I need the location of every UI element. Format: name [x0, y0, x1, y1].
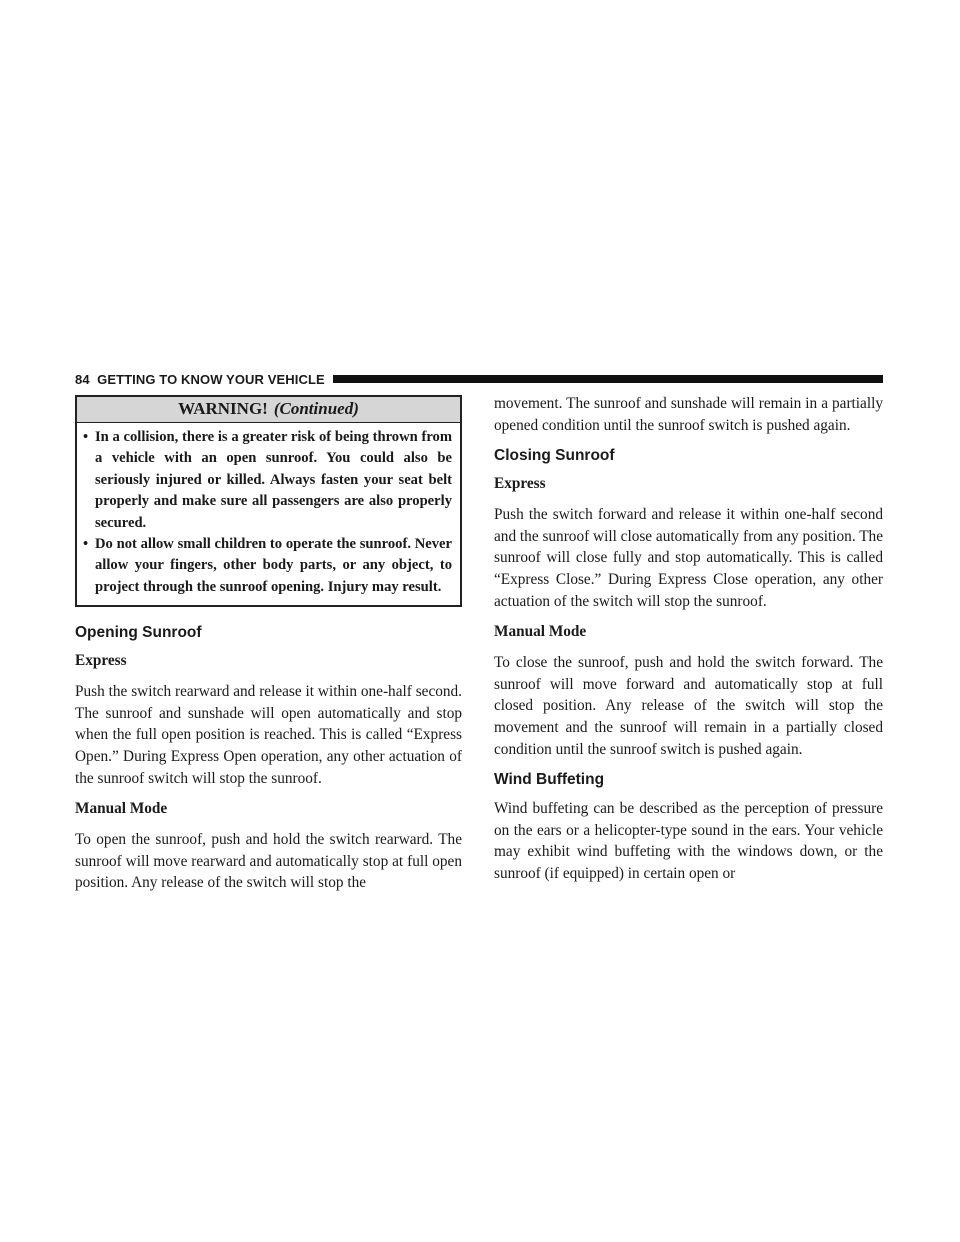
- opening-manual-heading: Manual Mode: [75, 800, 168, 818]
- section-title: GETTING TO KNOW YOUR VEHICLE: [97, 371, 325, 387]
- opening-sunroof-heading: Opening Sunroof: [75, 624, 202, 642]
- page-header-label: [75, 372, 325, 387]
- warning-label: WARNING!: [178, 399, 268, 418]
- page-header: [75, 371, 883, 387]
- warning-title: [77, 397, 460, 423]
- warning-bullet: [83, 427, 452, 534]
- warning-bullet-text: In a collision, there is a greater risk of being thrown from a vehicle with an open sunroof. You could also be seriously injured or killed. Always fasten your seat belt properly and make sure all passengers are also properly secured.: [95, 429, 452, 531]
- wind-buffeting-text: Wind buffeting can be described as the perception of pressure on the ears or a helicopter-type sound in the ears. Your vehicle may exhibit wind buffeting with the windows down, or the sunroof (if equipped) in certain open or: [494, 800, 883, 882]
- left-column: [75, 395, 462, 904]
- warning-bullet: [83, 534, 452, 598]
- warning-box: [75, 395, 462, 607]
- bullet-icon: •: [83, 536, 89, 553]
- page-number: 84: [75, 371, 90, 387]
- closing-express-heading: Express: [494, 475, 546, 493]
- opening-express-text: Push the switch rearward and release it within one-half second. The sunroof and sunshade will open automatically and stop when the full open position is reached. This is called “Express Open.” During Express Open operation, any other actuation of the sunroof switch will stop the sunroof.: [75, 683, 462, 787]
- closing-manual-heading: Manual Mode: [494, 623, 587, 641]
- opening-express-heading: Express: [75, 652, 127, 670]
- right-column: [494, 393, 883, 895]
- warning-bullet-text: Do not allow small children to operate the sunroof. Never allow your fingers, other body parts, or any object, to project through the sunroof opening. Injury may result.: [95, 536, 452, 595]
- opening-manual-continued: movement. The sunroof and sunshade will remain in a partially opened condition until the sunroof switch is pushed again.: [494, 395, 883, 434]
- closing-sunroof-heading: Closing Sunroof: [494, 447, 615, 465]
- header-rule: [333, 375, 883, 383]
- closing-manual-text: To close the sunroof, push and hold the switch forward. The sunroof will move forward and automatically stop at full closed position. Any release of the switch will stop the movement and the sunroof will remain in a partially closed condition until the sunroof switch is pushed again.: [494, 654, 883, 758]
- bullet-icon: •: [83, 429, 89, 445]
- closing-express-text: Push the switch forward and release it within one-half second and the sunroof will close automatically from any position. The sunroof will close fully and stop automatically. This is called “Express Close.” During Express Close operation, any other actuation of the switch will stop the sunroof.: [494, 506, 883, 610]
- warning-continued: (Continued): [273, 399, 359, 418]
- opening-manual-text: To open the sunroof, push and hold the switch rearward. The sunroof will move rearward and automatically stop at full open position. Any release of the switch will stop the: [75, 831, 462, 892]
- wind-buffeting-heading: Wind Buffeting: [494, 771, 605, 789]
- warning-body: [77, 423, 460, 605]
